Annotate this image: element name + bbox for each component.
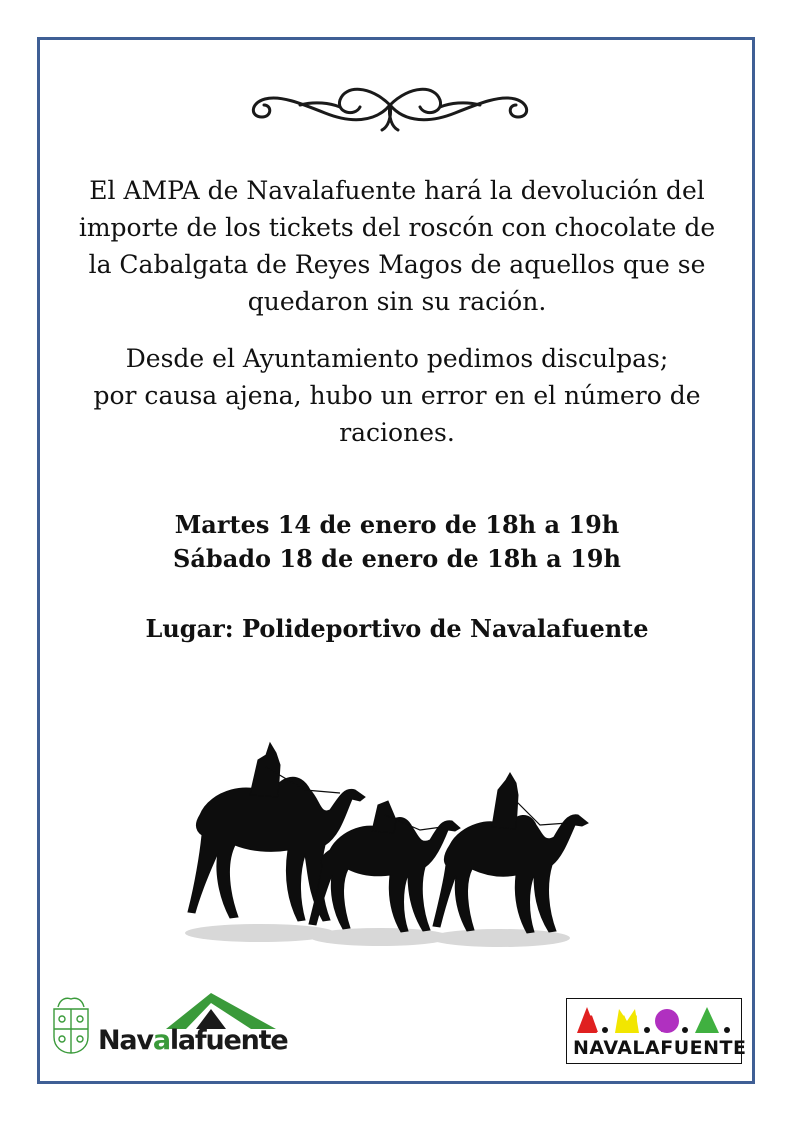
ampa-letter-a2: A [699,1013,717,1038]
mountain-icon [166,989,276,1029]
schedule-date-2: Sábado 18 de enero de 18h a 19h [173,544,621,573]
refund-line-4: quedaron sin su ración. [247,287,547,316]
ampa-town-name: NAVALAFUENTE [573,1037,747,1059]
refund-announcement [60,172,734,320]
ampa-letter-a1: A [581,1013,599,1038]
ampa-letter-p: P [659,1013,676,1038]
location-line: Lugar: Polideportivo de Navalafuente [145,614,649,643]
refund-line-3: la Cabalgata de Reyes Magos de aquellos que se [88,250,706,279]
refund-line-1: El AMPA de Navalafuente hará la devolución del [89,176,705,205]
ornament-divider [240,75,540,135]
apology-line-1: Desde el Ayuntamiento pedimos disculpas; [125,344,669,373]
three-kings-camels-illustration [180,735,600,950]
coat-of-arms-icon [50,993,92,1055]
ampa-logo [566,998,747,1064]
apology-paragraph [60,340,734,451]
apology-line-3: raciones. [339,418,455,447]
ampa-letters-graphic [567,999,743,1039]
apology-line-2: por causa ajena, hubo un error en el número de [93,381,701,410]
town-name-part-3: lafuente [169,1025,288,1056]
navalafuente-town-logo [48,985,288,1065]
ampa-letter-m: M [617,1013,639,1038]
town-name-part-2: a [152,1025,170,1056]
town-name-part-1: Nav [98,1025,153,1056]
refund-line-2: importe de los tickets del roscón con chocolate de [78,213,716,242]
schedule-dates [60,508,734,576]
town-name-wordmark [98,1025,287,1056]
schedule-date-1: Martes 14 de enero de 18h a 19h [174,510,620,539]
